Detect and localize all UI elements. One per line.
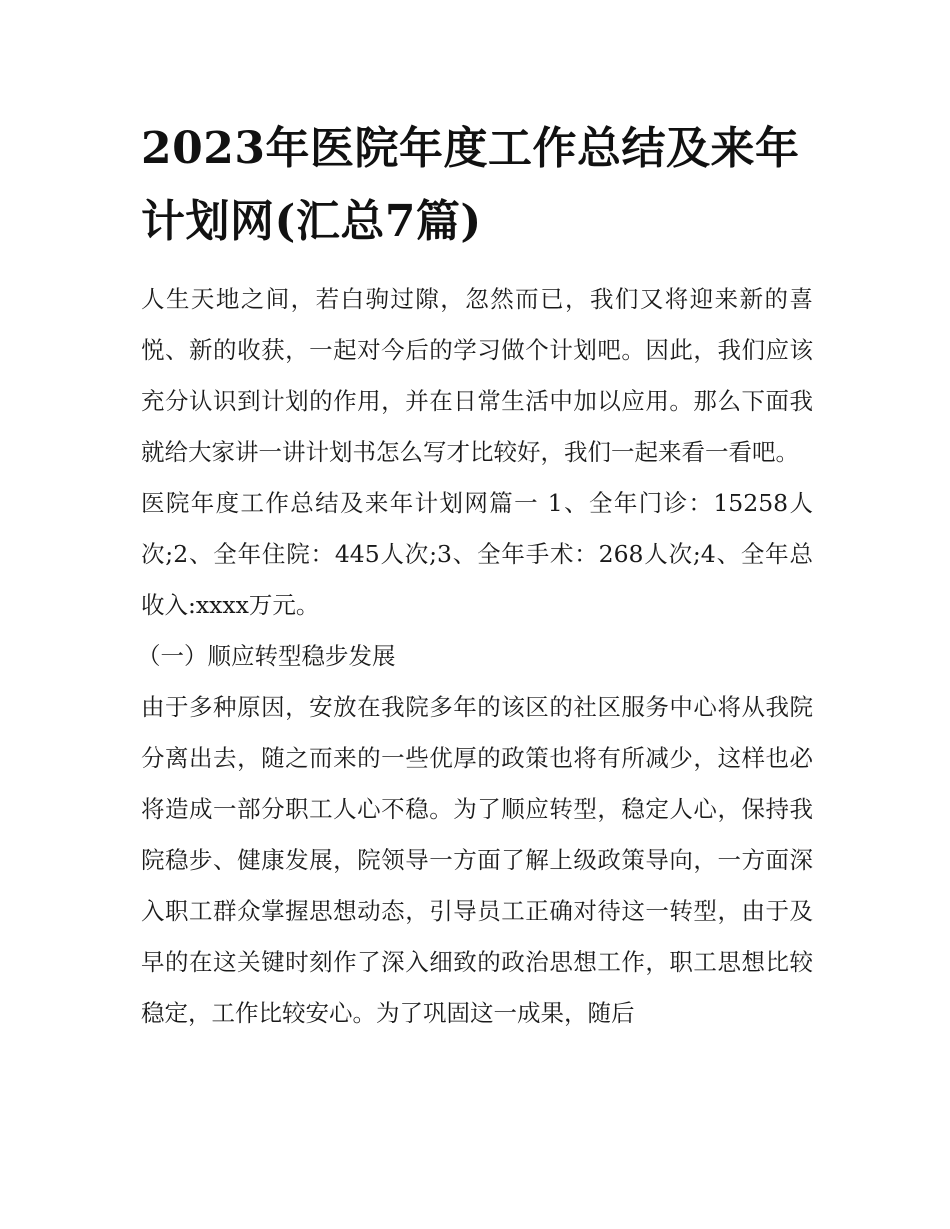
section-heading: （一）顺应转型稳步发展 [137, 642, 396, 670]
document-body [137, 112, 813, 1039]
document-title: 2023年医院年度工作总结及来年计划网(汇总7篇) [141, 123, 800, 247]
intro-paragraph: 人生天地之间，若白驹过隙，忽然而已，我们又将迎来新的喜悦、新的收获，一起对今后的学习做个计划吧。因此，我们应该充分认识到计划的作用，并在日常生活中加以应用。那么下面我就给大家讲一讲计划书怎么写才比较好，我们一起来看一看吧。 [141, 285, 813, 466]
statistics-paragraph: 医院年度工作总结及来年计划网篇一 1、全年门诊：15258人次;2、全年住院：445人次;3、全年手术：268人次;4、全年总收入:xxxx万元。 [141, 489, 813, 619]
body-paragraph: 由于多种原因，安放在我院多年的该区的社区服务中心将从我院分离出去，随之而来的一些优厚的政策也将有所减少，这样也必将造成一部分职工人心不稳。为了顺应转型，稳定人心，保持我院稳步、健康发展，院领导一方面了解上级政策导向，一方面深入职工群众掌握思想动态，引导员工正确对待这一转型，由于及早的在这关键时刻作了深入细致的政治思想工作，职工思想比较稳定，工作比较安心。为了巩固这一成果，随后 [141, 693, 813, 1027]
